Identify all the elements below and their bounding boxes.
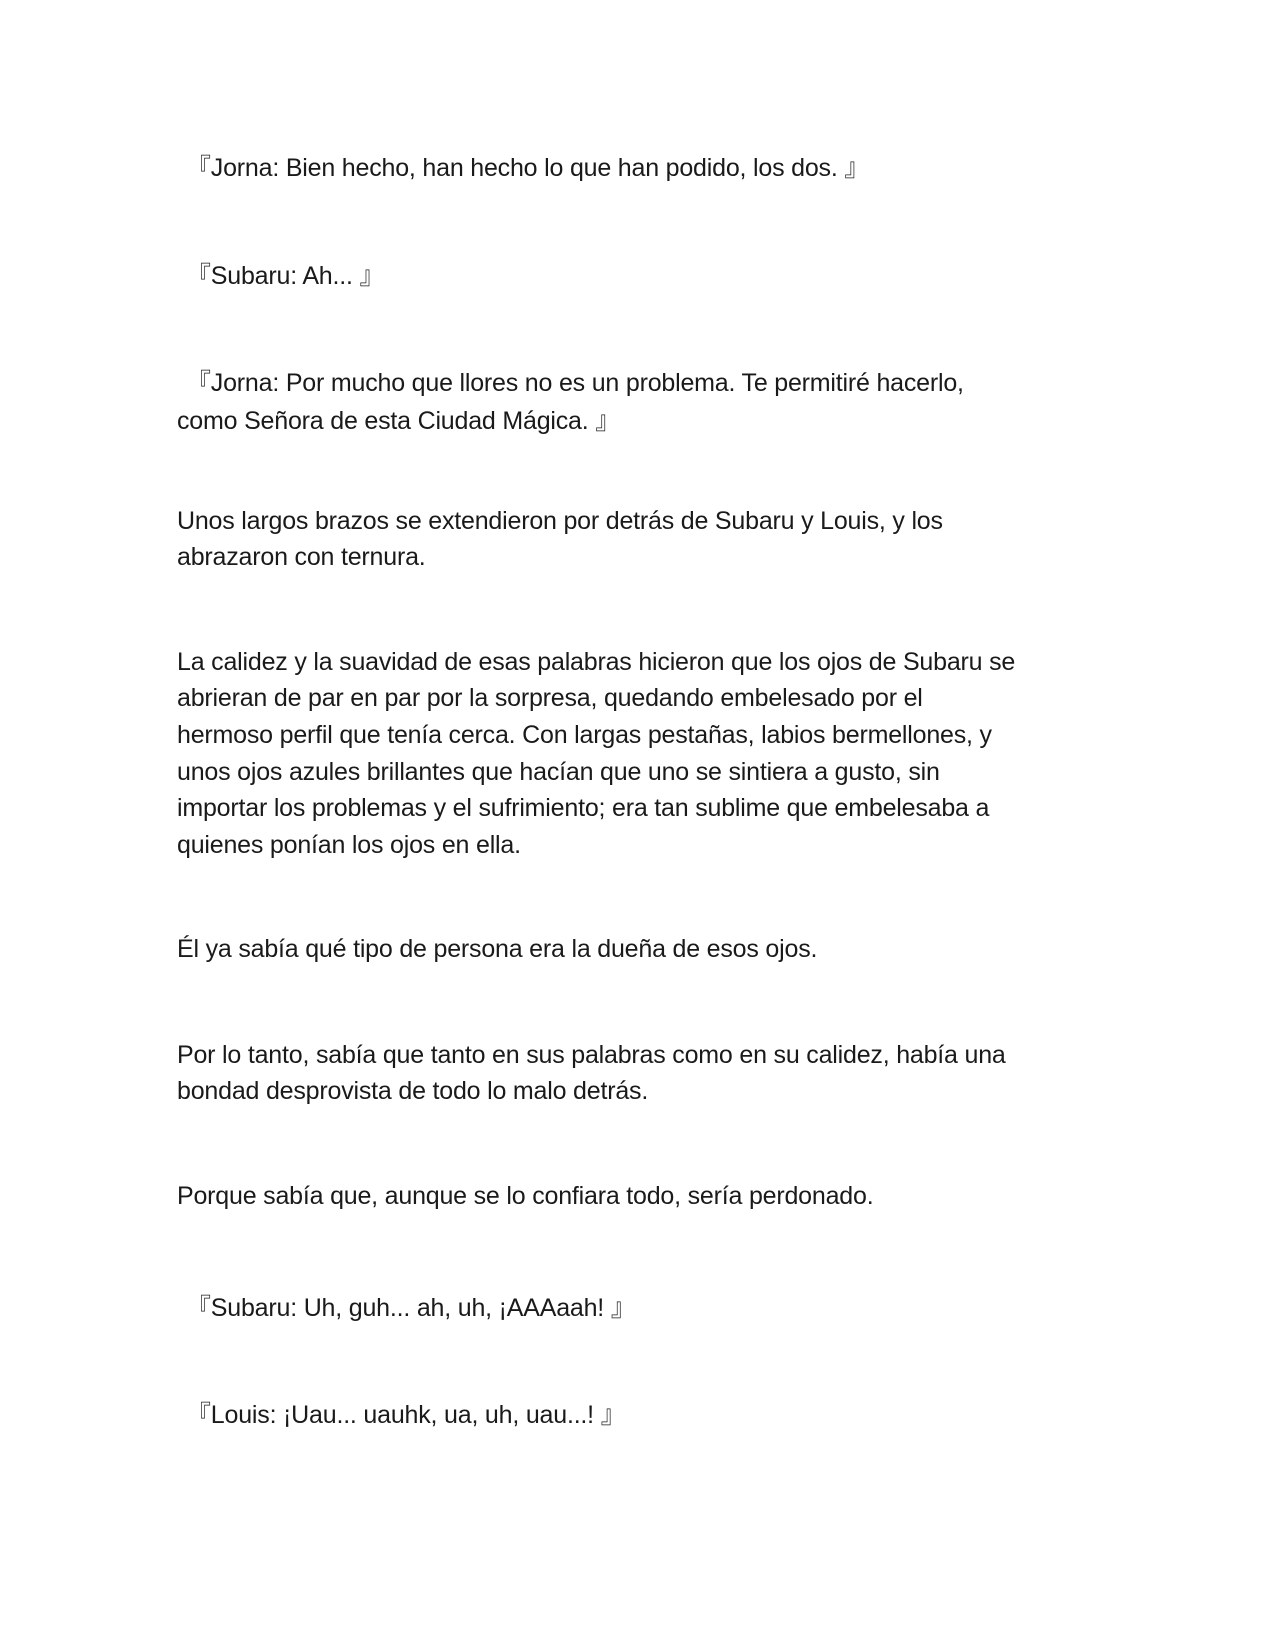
dialog-line-subaru-1: 『Subaru: Ah... 』 (186, 262, 385, 290)
dialog-line-louis-1: 『Louis: ¡Uau... uauhk, ua, uh, uau...! 』 (186, 1401, 626, 1429)
paragraph-5-line-1: Porque sabía que, aunque se lo confiara todo, sería perdonado. (177, 1182, 874, 1210)
paragraph-2-line-2: abrieran de par en par por la sorpresa, quedando embelesado por el (177, 684, 923, 712)
dialog-line-jorna-1: 『Jorna: Bien hecho, han hecho lo que han podido, los dos. 』 (186, 154, 870, 182)
dialog-line-jorna-2: 『Jorna: Por mucho que llores no es un problema. Te permitiré hacerlo, (186, 369, 964, 397)
paragraph-2-line-5: importar los problemas y el sufrimiento; era tan sublime que embelesaba a (177, 794, 990, 822)
paragraph-2-line-3: hermoso perfil que tenía cerca. Con largas pestañas, labios bermellones, y (177, 721, 992, 749)
paragraph-1-line-2: abrazaron con ternura. (177, 543, 426, 571)
paragraph-2-line-4: unos ojos azules brillantes que hacían que uno se sintiera a gusto, sin (177, 758, 940, 786)
paragraph-2-line-1: La calidez y la suavidad de esas palabras hicieron que los ojos de Subaru se (177, 648, 1016, 676)
dialog-line-subaru-2: 『Subaru: Uh, guh... ah, uh, ¡AAAaah! 』 (186, 1294, 636, 1322)
paragraph-4-line-2: bondad desprovista de todo lo malo detrás. (177, 1077, 649, 1105)
paragraph-3-line-1: Él ya sabía qué tipo de persona era la dueña de esos ojos. (177, 935, 818, 963)
paragraph-1-line-1: Unos largos brazos se extendieron por detrás de Subaru y Louis, y los (177, 507, 943, 535)
dialog-line-jorna-2-cont: como Señora de esta Ciudad Mágica. 』 (177, 407, 621, 435)
paragraph-2-line-6: quienes ponían los ojos en ella. (177, 831, 521, 859)
paragraph-4-line-1: Por lo tanto, sabía que tanto en sus palabras como en su calidez, había una (177, 1041, 1006, 1069)
